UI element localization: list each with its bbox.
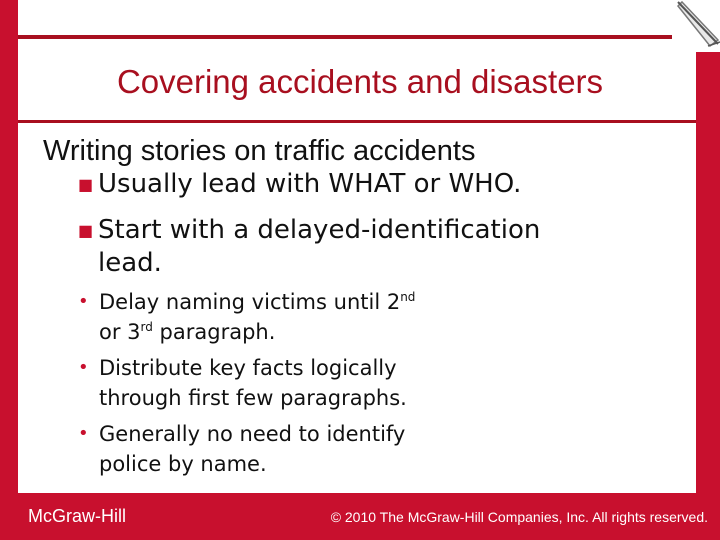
sub-bullet-text-line1: Distribute key facts logically <box>99 356 397 380</box>
copyright-notice: © 2010 The McGraw-Hill Companies, Inc. All rights reserved. <box>330 509 708 525</box>
sub-bullet-text-part: or 3 <box>99 320 141 344</box>
sub-bullet-item <box>78 419 405 479</box>
bullet-text: Usually lead with WHAT or WHO. <box>98 169 522 199</box>
page-curl-icon <box>672 0 720 52</box>
bullet-text-line1: Start with a delayed-identification <box>98 215 541 245</box>
sub-bullet-item <box>78 353 407 413</box>
round-bullet-icon: • <box>78 291 89 312</box>
round-bullet-icon: • <box>78 357 89 378</box>
sub-bullet-text-line1 <box>99 287 415 317</box>
sub-bullet-item <box>78 287 415 347</box>
top-divider <box>18 35 706 39</box>
bullet-item <box>78 214 540 280</box>
sub-bullet-text-line2: police by name. <box>99 452 267 476</box>
sub-bullet-text-line1: Generally no need to identify <box>99 422 406 446</box>
section-heading: Writing stories on traffic accidents <box>43 135 476 167</box>
sub-bullet-text-line2 <box>99 317 415 347</box>
superscript: rd <box>140 320 153 334</box>
superscript: nd <box>400 290 416 304</box>
publisher-logo: McGraw-Hill <box>28 506 126 526</box>
square-bullet-icon: ■ <box>78 221 94 240</box>
title-divider <box>18 120 696 123</box>
bullet-text-line2: lead. <box>98 248 162 278</box>
sub-bullet-text-line2: through first few paragraphs. <box>99 386 407 410</box>
sub-bullet-text-part: paragraph. <box>152 320 276 344</box>
sub-bullet-text-part: Delay naming victims until 2 <box>99 290 401 314</box>
square-bullet-icon: ■ <box>78 175 94 194</box>
slide-title: Covering accidents and disasters <box>116 63 604 100</box>
round-bullet-icon: • <box>78 423 89 444</box>
bullet-item <box>78 168 521 201</box>
